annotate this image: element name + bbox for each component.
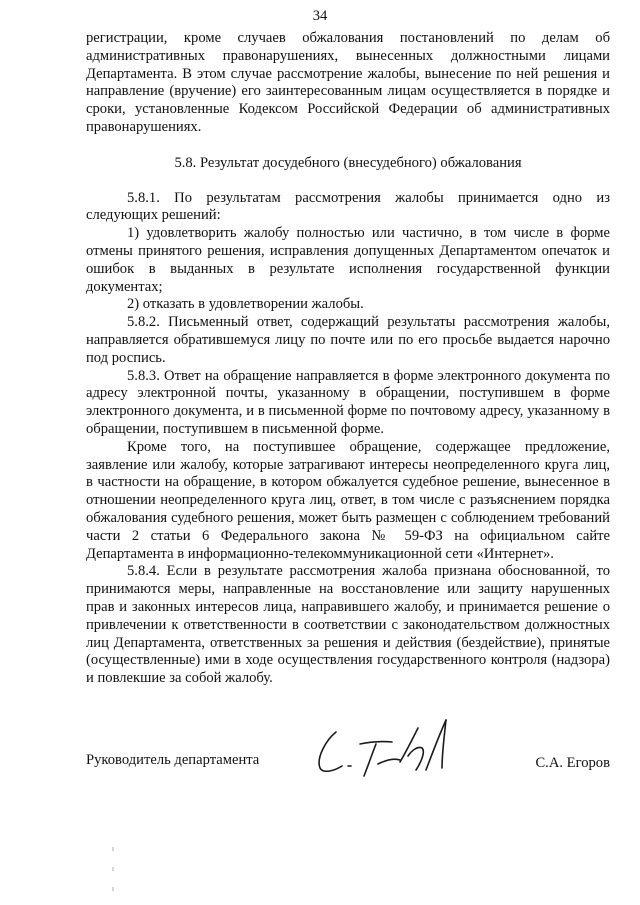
- paragraph-continuation: регистрации, кроме случаев обжалования постановлений по делам об административных правонарушениях, вынесенных должностными лицами Департамента. В этом случае рассмотрение жалобы, вынесение по ней решения и направление (вручение) его заинтересованным лицам осуществляется в порядке и сроки, установленные Кодексом Российской Федерации об административных правонарушениях.: [86, 30, 610, 135]
- paragraph-5-8-4: 5.8.4. Если в результате рассмотрения жалоба признана обоснованной, то принимаются меры, направленные на восстановление или защиту нарушенных прав и законных интересов лица, направившего жалобу, и принимается решение о привлечении к ответственности в соответствии с законодательством должностных лиц Департамента, ответственных за решения и действия (бездействие), принятые (осуществленные) ими в ходе осуществления государственного контроля (надзора) и повлекшие за собой жалобу.: [86, 563, 610, 687]
- signer-name: С.А. Егоров: [535, 755, 610, 771]
- section-heading: 5.8. Результат досудебного (внесудебного) обжалования: [174, 154, 522, 171]
- page-number: 34: [312, 8, 328, 24]
- signer-title: Руководитель департамента: [86, 752, 260, 768]
- list-item-2: 2) отказать в удовлетворении жалобы.: [127, 296, 364, 313]
- signature-block: [86, 750, 610, 790]
- document-body: [86, 30, 610, 688]
- paragraph-additional: Кроме того, на поступившее обращение, содержащее предложение, заявление или жалобу, которые затрагивают интересы неопределенного круга лиц, в частности на обращение, в котором обжалуется судебное решение, вынесенное в отношении неопределенного круга лиц, ответ, в том числе с разъяснением порядка обжалования судебного решения, может быть размещен с соблюдением требований части 2 статьи 6 Федерального закона № 59-ФЗ на официальном сайте Департамента в информационно-телекоммуникационной сети «Интернет».: [86, 438, 610, 562]
- paragraph-5-8-3: 5.8.3. Ответ на обращение направляется в форме электронного документа по адресу электронной почты, указанному в обращении, поступившем в форме электронного документа, и в письменной форме по почтовому адресу, указанному в обращении, поступившем в письменной форме.: [86, 367, 610, 437]
- paragraph-5-8-1: 5.8.1. По результатам рассмотрения жалобы принимается одно из следующих решений:: [86, 189, 610, 224]
- handwritten-signature: [308, 714, 468, 784]
- margin-tick-marks: [110, 845, 116, 895]
- list-item-1: 1) удовлетворить жалобу полностью или частично, в том числе в форме отмены принятого решения, исправления допущенных Департаментом опечаток и ошибок в выданных в результате исполнения государственной функции документах;: [86, 225, 610, 295]
- paragraph-5-8-2: 5.8.2. Письменный ответ, содержащий результаты рассмотрения жалобы, направляется обратившемуся лицу по почте или по его просьбе выдается нарочно под роспись.: [86, 314, 610, 366]
